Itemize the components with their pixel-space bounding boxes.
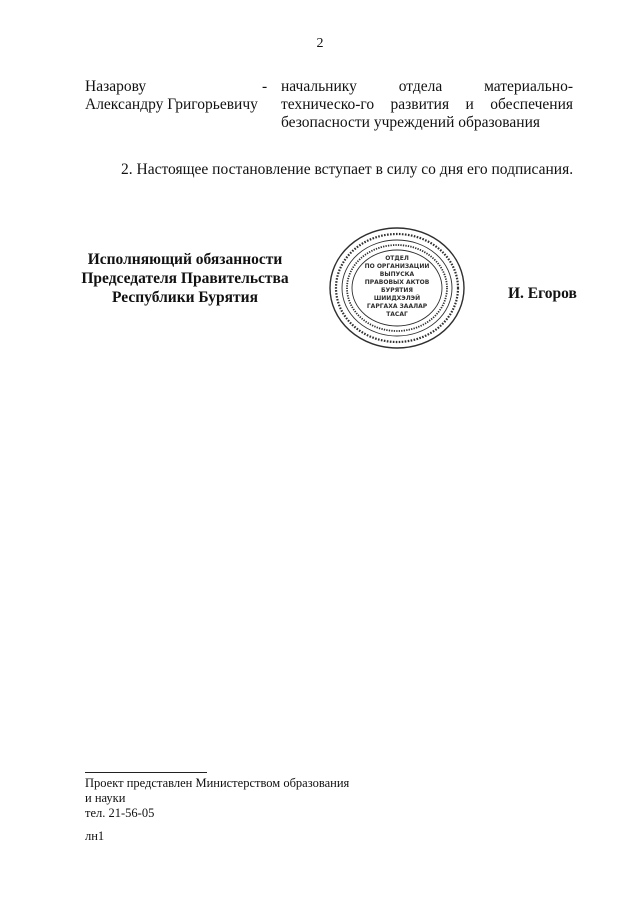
seal-text-line: ПРАВОВЫХ АКТОВ — [364, 279, 430, 286]
seal-text-line: БУРЯТИЯ — [381, 287, 413, 294]
signer-name: И. Егоров — [508, 285, 577, 302]
signer-title-line-3: Республики Бурятия — [112, 289, 258, 306]
footnote-gap — [85, 821, 349, 829]
seal-text-line: ОТДЕЛ — [385, 255, 409, 262]
footnote-line-4: лн1 — [85, 829, 105, 843]
appointee-name — [85, 78, 268, 114]
official-seal-stamp — [327, 224, 467, 352]
seal-text-line: ТАСАГ — [386, 311, 408, 318]
footnote-separator — [85, 772, 207, 773]
footnote — [85, 776, 349, 844]
page-number: 2 — [316, 36, 324, 51]
footnote-line-3: тел. 21-56-05 — [85, 806, 155, 820]
footnote-line-2: и науки — [85, 791, 126, 805]
signer-title-line-1: Исполняющий обязанности — [87, 251, 283, 268]
appointee-position: начальнику отдела материально-техническо-го развития и обеспечения безопасности учреждений образования — [281, 78, 573, 131]
appointment-dash: - — [262, 78, 268, 95]
signer-title-line-2: Председателя Правительства — [81, 270, 289, 287]
appointment-entry — [85, 78, 573, 138]
appointee-surname: Назарову — [85, 78, 147, 95]
appointee-given-names: Александру Григорьевичу — [85, 96, 258, 113]
signer-title — [70, 250, 300, 307]
seal-text-line: ВЫПУСКА — [379, 271, 415, 278]
clause-2: 2. Настоящее постановление вступает в силу со дня его подписания. — [121, 161, 574, 178]
seal-text-line: ШИИДХЭЛЭЙ — [373, 295, 421, 302]
seal-text-line: ГАРГАХА ЗААЛАР — [366, 303, 428, 310]
seal-text-line: ПО ОРГАНИЗАЦИИ — [364, 263, 430, 270]
seal-inner-text — [365, 255, 430, 318]
footnote-line-1: Проект представлен Министерством образования — [85, 776, 350, 790]
